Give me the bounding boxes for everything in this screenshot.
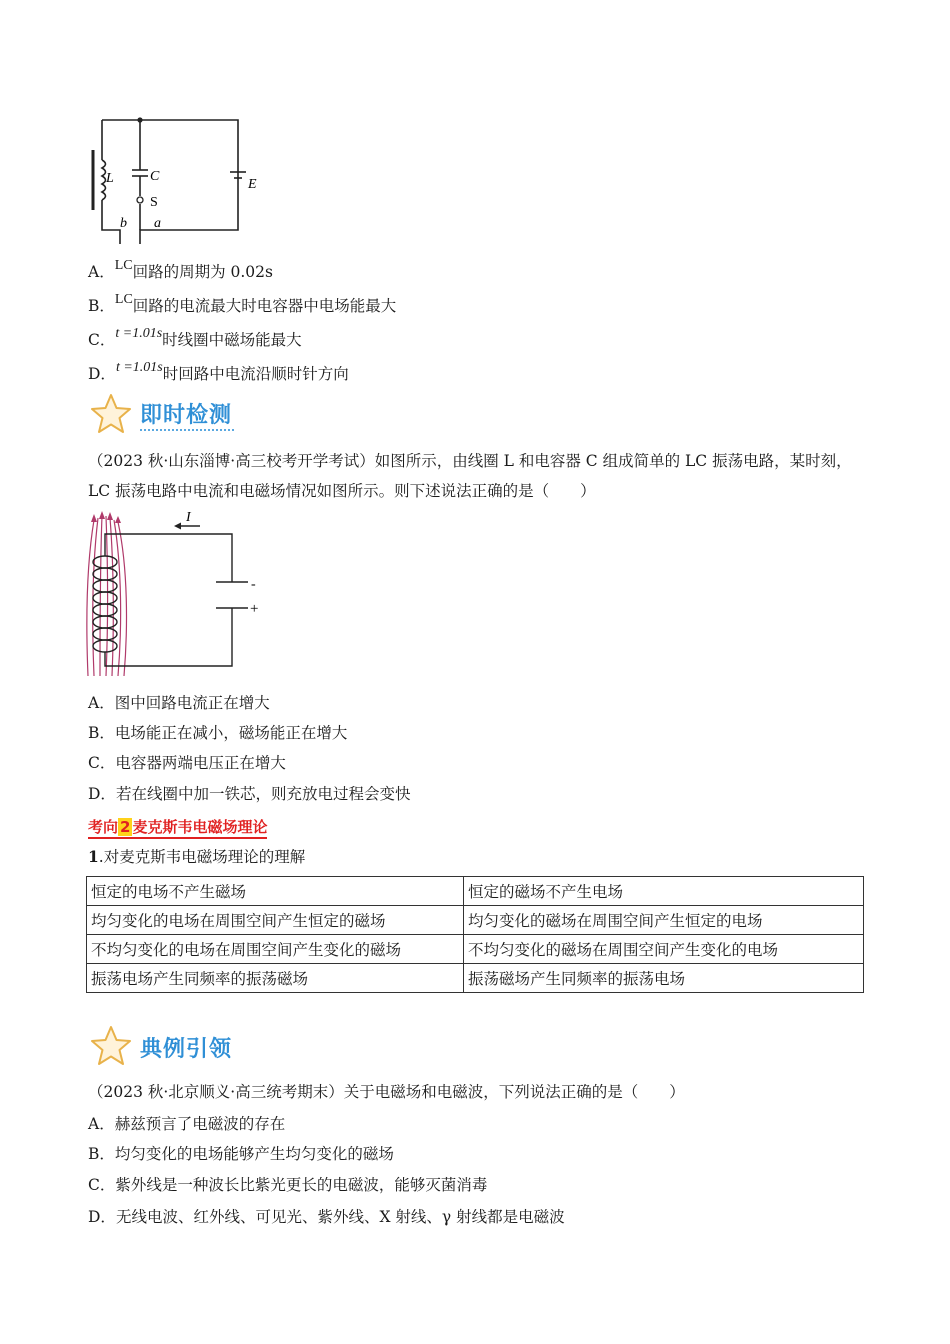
- maxwell-theory-table: [86, 876, 864, 993]
- table-row: [87, 906, 864, 935]
- q1-option-b[interactable]: [88, 292, 397, 318]
- star-icon: [88, 392, 134, 436]
- q3-stem: （2023 秋·北京顺义·高三统考期末）关于电磁场和电磁波，下列说法正确的是（ ）: [88, 1083, 685, 1101]
- star-icon: [88, 1024, 134, 1068]
- option-key: B．: [88, 1145, 115, 1163]
- point-number: 1: [88, 847, 99, 866]
- option-text: 紫外线是一种波长比紫光更长的电磁波，能够灭菌消毒: [115, 1176, 488, 1194]
- label-plus: +: [250, 601, 259, 617]
- label-b: b: [120, 216, 127, 231]
- option-text: 无线电波、红外线、可见光、紫外线、X 射线、γ 射线都是电磁波: [115, 1208, 565, 1226]
- option-key: C．: [88, 331, 116, 349]
- option-text: 电场能正在减小，磁场能正在增大: [114, 724, 348, 742]
- option-key: D．: [88, 365, 116, 383]
- option-math: t =1.01s: [115, 326, 163, 341]
- option-text: 图中回路电流正在增大: [114, 694, 270, 712]
- table-cell: 振荡磁场产生同频率的振荡电场: [464, 964, 864, 993]
- option-text: 电容器两端电压正在增大: [115, 754, 286, 772]
- option-math: LC: [114, 258, 133, 273]
- q3-option-c[interactable]: [88, 1175, 487, 1195]
- option-math: LC: [114, 292, 133, 307]
- table-cell: 恒定的电场不产生磁场: [87, 877, 464, 906]
- table-cell: 不均匀变化的磁场在周围空间产生变化的电场: [464, 935, 864, 964]
- q3-option-b[interactable]: [88, 1144, 394, 1164]
- option-text: 若在线圈中加一铁芯，则充放电过程会变快: [115, 785, 411, 803]
- lc-circuit-diagram: [80, 110, 280, 250]
- q2-option-b[interactable]: [88, 723, 347, 743]
- table-cell: 恒定的磁场不产生电场: [464, 877, 864, 906]
- q1-option-a[interactable]: [88, 258, 273, 284]
- option-key: D．: [88, 1208, 116, 1226]
- option-text: 回路的周期为 0.02s: [132, 263, 273, 281]
- option-key: B．: [88, 297, 115, 315]
- section-number: 2: [120, 818, 131, 836]
- option-math: t =1.01s: [115, 360, 163, 375]
- label-E: E: [248, 177, 257, 192]
- label-minus: -: [251, 577, 256, 592]
- option-text: 回路的电流最大时电容器中电场能最大: [132, 297, 397, 315]
- lc-field-diagram: [80, 508, 280, 680]
- label-S: S: [150, 195, 158, 210]
- q2-option-c[interactable]: [88, 753, 286, 773]
- q1-option-c[interactable]: [88, 326, 302, 352]
- option-text: 均匀变化的电场能够产生均匀变化的磁场: [114, 1145, 394, 1163]
- option-text: 时线圈中磁场能最大: [162, 331, 302, 349]
- label-current-I: I: [186, 510, 191, 525]
- option-key: B．: [88, 724, 115, 742]
- table-cell: 均匀变化的电场在周围空间产生恒定的磁场: [87, 906, 464, 935]
- q2-stem: （2023 秋·山东淄博·高三校考开学考试）如图所示，由线圈 L 和电容器 C 组成简单的 LC 振荡电路，某时刻，LC 振荡电路中电流和电磁场情况如图所示。则下述说法正确的是（ ）: [88, 452, 852, 500]
- option-key: D．: [88, 785, 116, 803]
- q3-option-a[interactable]: [88, 1114, 285, 1134]
- q3-option-d[interactable]: [88, 1207, 565, 1227]
- option-key: A．: [88, 694, 115, 712]
- table-row: [87, 935, 864, 964]
- option-text: 赫兹预言了电磁波的存在: [114, 1115, 286, 1133]
- point-heading: [88, 847, 305, 867]
- option-key: A．: [88, 1115, 115, 1133]
- table-cell: 不均匀变化的电场在周围空间产生变化的磁场: [87, 935, 464, 964]
- table-row: [87, 964, 864, 993]
- label-a: a: [154, 216, 161, 231]
- point-text: .对麦克斯韦电磁场理论的理解: [98, 848, 306, 866]
- section-prefix: 考向: [88, 818, 119, 836]
- q2-option-a[interactable]: [88, 693, 270, 713]
- section-heading: [88, 816, 267, 837]
- banner-title: 即时检测: [140, 403, 233, 428]
- option-text: 时回路中电流沿顺时针方向: [162, 365, 349, 383]
- q1-option-d[interactable]: [88, 360, 349, 386]
- table-cell: 振荡电场产生同频率的振荡磁场: [87, 964, 464, 993]
- label-L: L: [106, 171, 114, 186]
- q2-option-d[interactable]: [88, 784, 410, 804]
- table-cell: 均匀变化的磁场在周围空间产生恒定的电场: [464, 906, 864, 935]
- table-row: [87, 877, 864, 906]
- banner-underline: [140, 429, 234, 431]
- option-key: C．: [88, 1176, 116, 1194]
- banner-title: 典例引领: [140, 1037, 233, 1062]
- section-title: 麦克斯韦电磁场理论: [132, 818, 268, 836]
- option-key: C．: [88, 754, 116, 772]
- label-C: C: [150, 169, 160, 184]
- option-key: A．: [88, 263, 115, 281]
